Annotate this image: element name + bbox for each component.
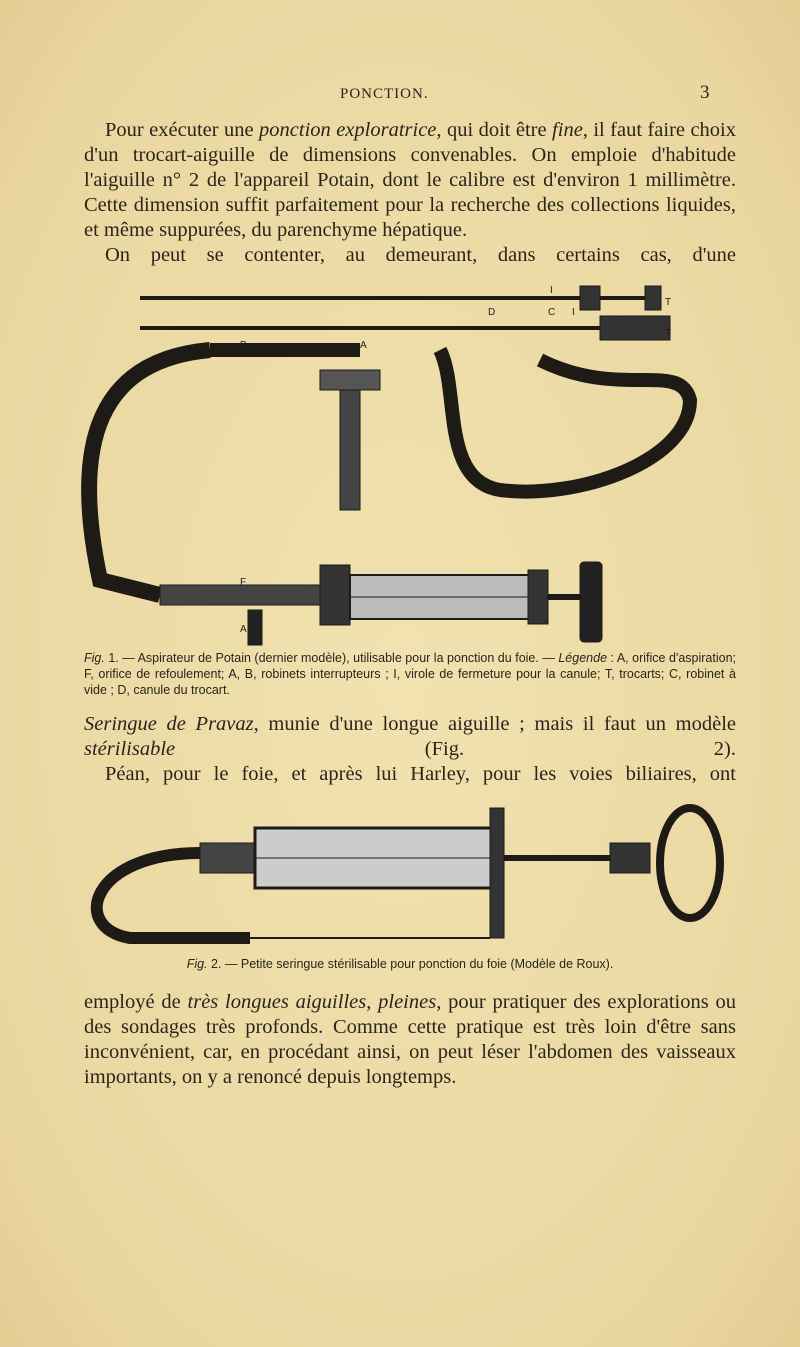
text: : A, orifice d'aspiration; F, orifice de refoulement; A, B, robinets interrupteurs ; I, virole de fermeture pour la canule; T, trocarts; C, robinet à vide ; D, canule du trocart. xyxy=(84,651,736,697)
text: 2. — Petite seringue stérilisable pour ponction du foie (Modèle de Roux). xyxy=(207,957,614,971)
emphasis: très longues aiguilles xyxy=(187,991,367,1013)
emphasis: ponction exploratrice xyxy=(259,119,437,141)
emphasis: pleines xyxy=(378,991,437,1013)
text: , il faut faire choix d'un trocart-aiguille de dimensions convenables. On emploie d'habitude l'aiguille n° 2 de l'appareil Potain, dont le calibre est d'environ 1 millimètre. Cette dimension suffit parfaitement pour la recherche des collections liquides, et même suppurées, du parenchyme hépatique. xyxy=(84,119,736,241)
page-number: 3 xyxy=(700,82,711,103)
figure-2-sterilisable-syringe xyxy=(70,788,730,948)
text: Fig. xyxy=(186,957,208,971)
label-a: A xyxy=(360,340,367,351)
figure-1-caption xyxy=(84,650,736,698)
text: , pour pratiquer des explorations ou des sondages très profonds. Comme cette pratique est très loin d'être sans inconvénient, car, en procédant ainsi, on peut léser l'abdomen des vaisseaux importants, on y a renoncé depuis longtemps. xyxy=(84,991,737,1088)
figure-1-potain-aspirator xyxy=(60,280,740,650)
label-a: A xyxy=(240,624,247,635)
label-i: I xyxy=(550,285,553,296)
label-t: T xyxy=(665,297,672,308)
text: , qui doit être xyxy=(436,119,553,141)
text: Fig. xyxy=(84,651,105,665)
figure-2-caption xyxy=(0,957,800,971)
paragraph-2: On peut se contenter, au demeurant, dans certains cas, d'une xyxy=(105,244,736,266)
label-c: C xyxy=(548,307,556,318)
text: , xyxy=(366,991,379,1013)
label-d: D xyxy=(488,307,496,318)
paragraph-1 xyxy=(84,118,736,243)
text: employé de xyxy=(84,991,188,1013)
paragraph-4: Péan, pour le foie, et après lui Harley, pour les voies biliaires, ont xyxy=(105,763,736,785)
label-i: I xyxy=(572,307,575,318)
label-t: T xyxy=(665,328,672,339)
emphasis: Seringue de Pravaz xyxy=(84,713,254,735)
paragraph-3 xyxy=(84,712,736,762)
text: (Fig. 2). xyxy=(175,738,736,760)
text: Légende xyxy=(558,651,608,665)
label-b: B xyxy=(240,340,247,351)
label-f: F xyxy=(240,577,247,588)
text: , munie d'une longue aiguille ; mais il faut un modèle xyxy=(253,713,737,735)
text: 1. — Aspirateur de Potain (dernier modèle), utilisable pour la ponction du foie. — xyxy=(104,651,559,665)
emphasis: fine xyxy=(552,119,583,141)
header-title: PONCTION. xyxy=(340,86,429,102)
emphasis: stérilisable xyxy=(84,738,176,760)
text: Pour exécuter une xyxy=(105,119,260,141)
paragraph-5 xyxy=(84,990,736,1090)
